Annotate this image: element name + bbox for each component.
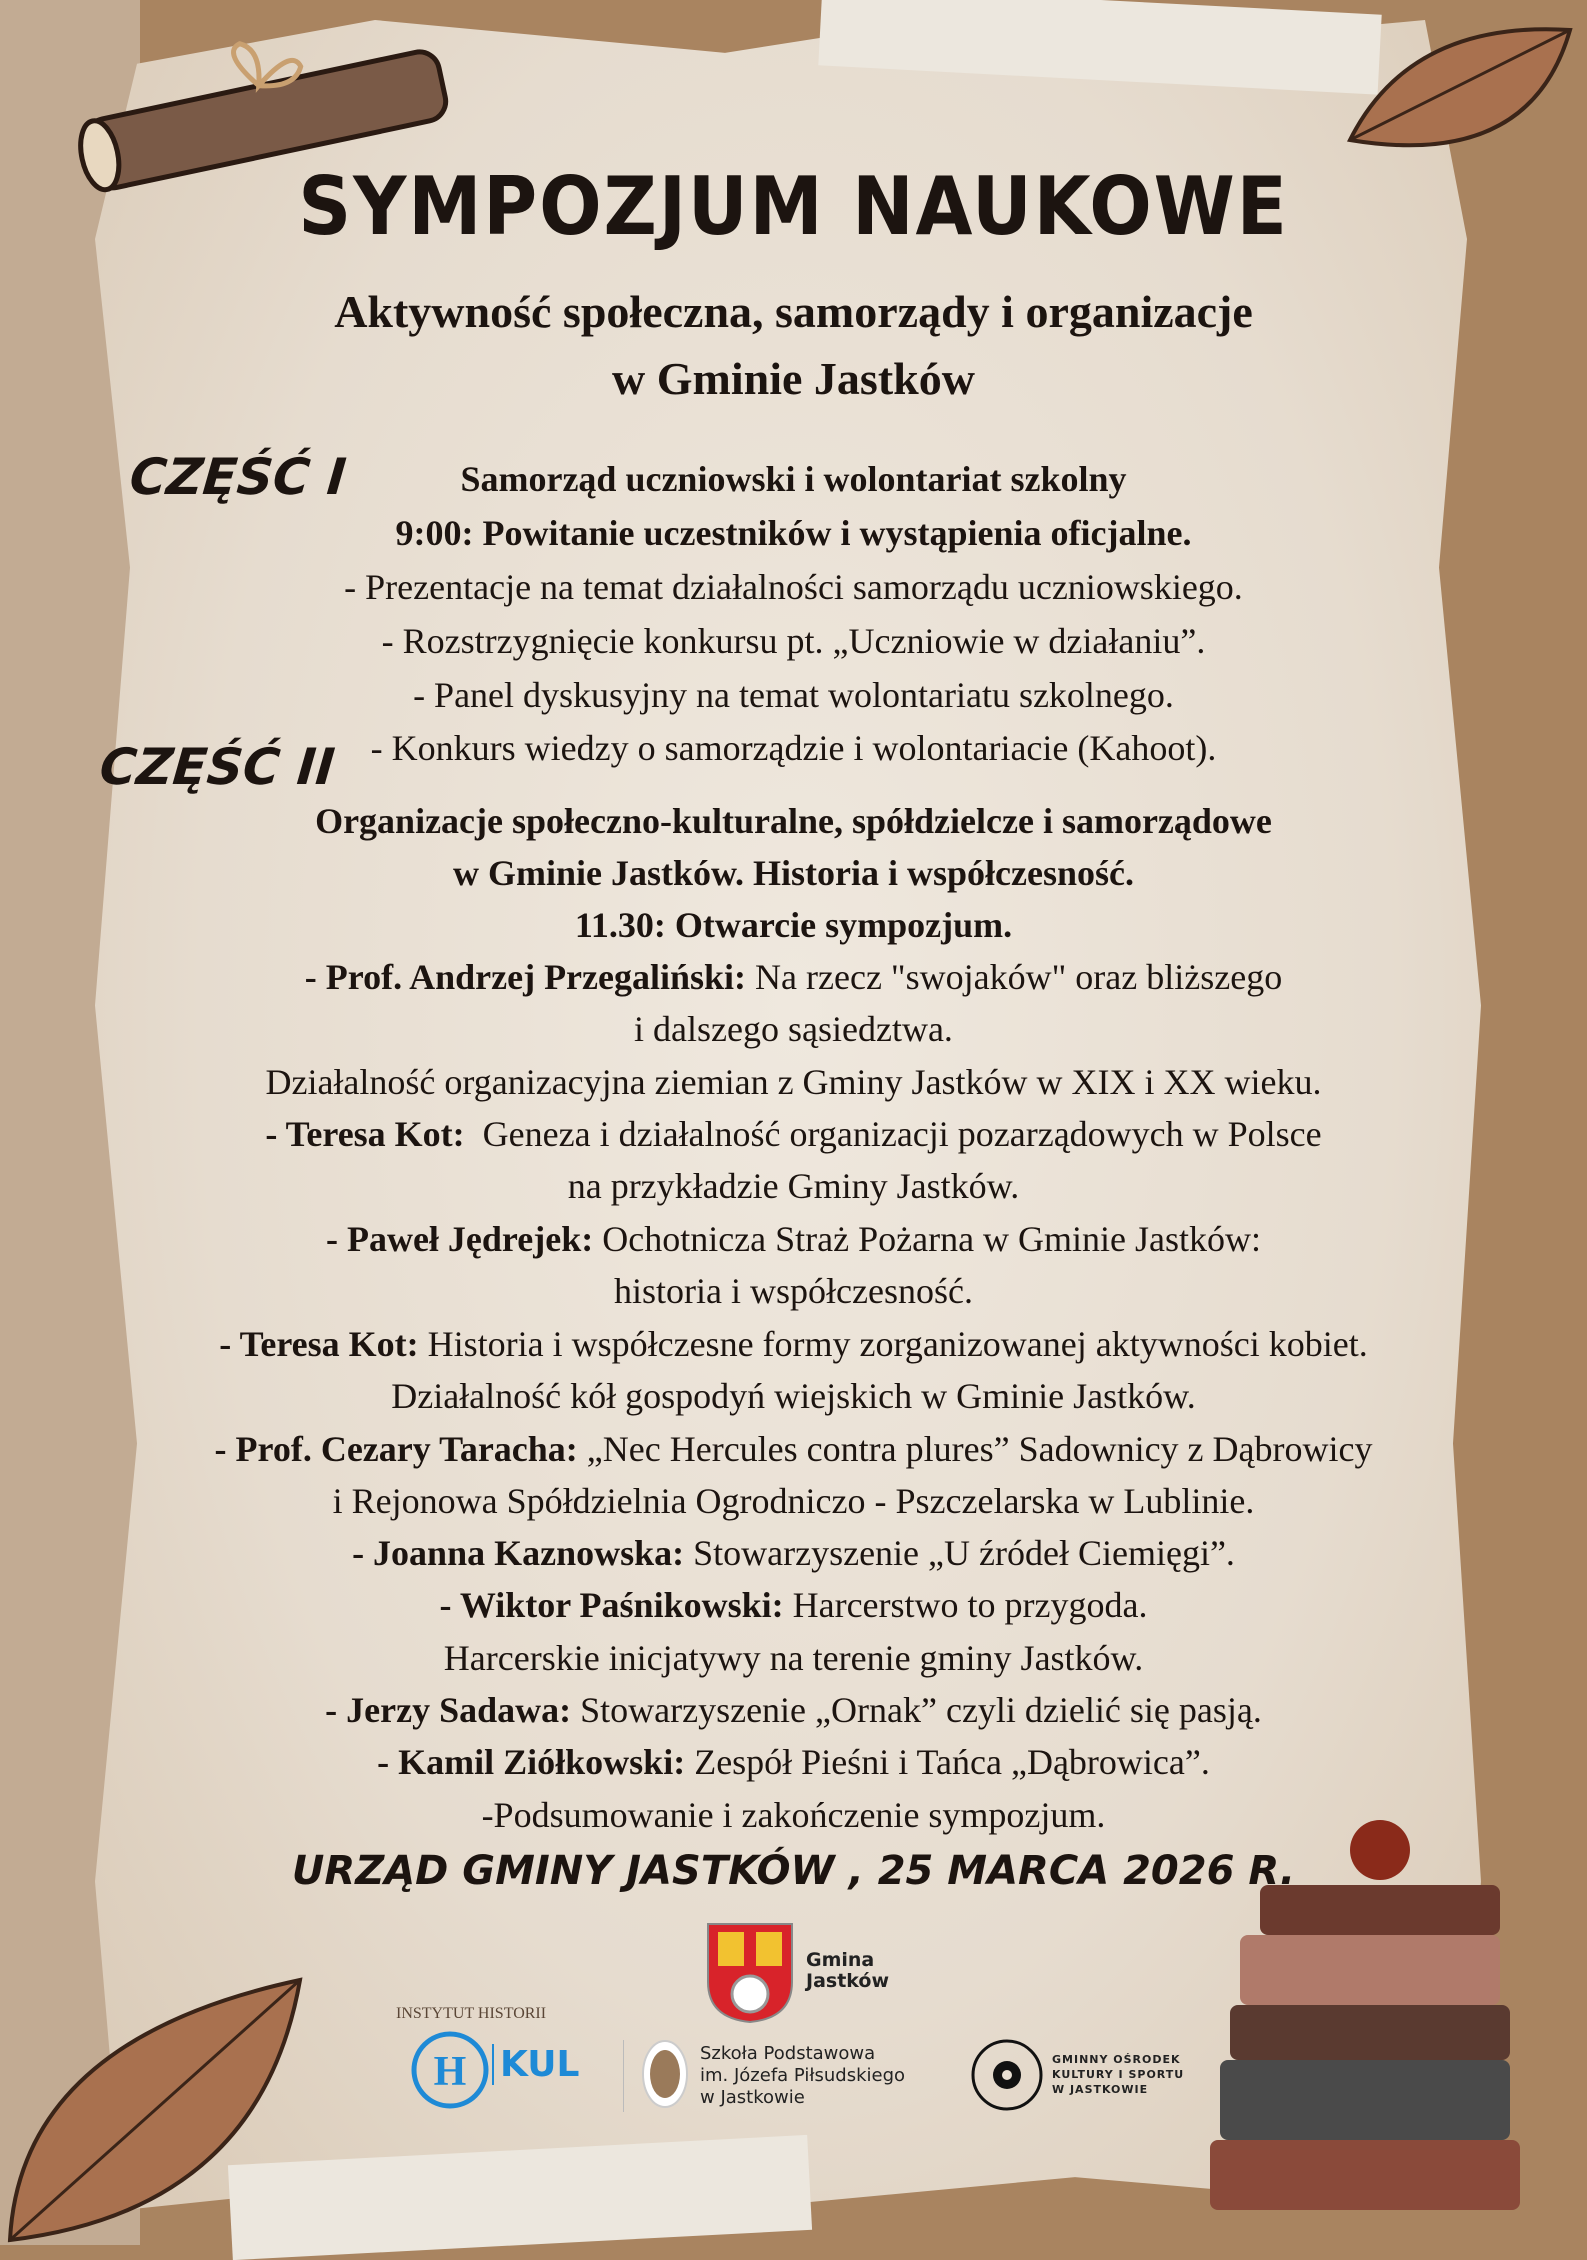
program-line-text: - Prezentacje na temat działalności samorządu uczniowskiego. [344, 567, 1243, 607]
program-line [0, 1113, 1587, 1155]
program-line-bold: w Gminie Jastków. Historia i współczesność. [453, 853, 1134, 893]
program-line-bold: - Jerzy Sadawa: [325, 1690, 572, 1730]
program-line-bold: - Teresa Kot: [265, 1114, 465, 1154]
part-1-label: CZĘŚĆ I [127, 448, 349, 506]
gmina-logo-line-1: Gmina [806, 1949, 875, 1971]
program-line [0, 1375, 1587, 1417]
program-line-bold: - Joanna Kaznowska: [352, 1533, 685, 1573]
program-line [0, 852, 1587, 894]
program-line [0, 1270, 1587, 1312]
program-line-bold: Organizacje społeczno-kulturalne, spółdzielcze i samorządowe [315, 801, 1272, 841]
program-line-text: Harcerskie inicjatywy na terenie gminy Jastków. [443, 1638, 1144, 1678]
school-logo-line-3: w Jastkowie [700, 2087, 805, 2108]
program-line-text: „Nec Hercules contra plures” Sadownicy z Dąbrowicy [577, 1429, 1373, 1469]
program-line-text: - Rozstrzygnięcie konkursu pt. „Uczniowie w działaniu”. [381, 621, 1206, 661]
program-line [0, 1532, 1587, 1574]
program-line [0, 1061, 1587, 1103]
kul-logo-text: KUL [492, 2044, 579, 2085]
program-line [0, 1794, 1587, 1836]
program-line-bold: - Prof. Cezary Taracha: [214, 1429, 578, 1469]
program-line-bold: - Wiktor Paśnikowski: [439, 1585, 784, 1625]
program-line-text: Stowarzyszenie „Ornak” czyli dzielić się pasją. [571, 1690, 1262, 1730]
program-line-bold: Samorząd uczniowski i wolontariat szkolny [460, 459, 1127, 499]
program-line-text: - Panel dyskusyjny na temat wolontariatu szkolnego. [413, 675, 1174, 715]
gok-logo-icon [970, 2038, 1044, 2112]
program-line [0, 1008, 1587, 1050]
event-place-date: URZĄD GMINY JASTKÓW , 25 MARCA 2026 R. [291, 1848, 1296, 1894]
program-line-bold: 11.30: Otwarcie sympozjum. [574, 905, 1013, 945]
school-portrait-logo-icon [640, 2038, 690, 2110]
program-line-bold: 9:00: Powitanie uczestników i wystąpienia oficjalne. [395, 513, 1192, 553]
program-line [0, 956, 1587, 998]
logo-divider [623, 2040, 624, 2112]
program-line-text: -Podsumowanie i zakończenie sympozjum. [481, 1795, 1106, 1835]
svg-text:H: H [433, 2049, 467, 2095]
program-line-text: historia i współczesność. [614, 1271, 973, 1311]
school-logo-text [700, 2043, 905, 2109]
subtitle-line-2: w Gminie Jastków [612, 353, 975, 404]
program-line [0, 1218, 1587, 1260]
page-title: SYMPOZJUM NAUKOWE [298, 160, 1289, 253]
kul-institute-label: INSTYTUT HISTORII [396, 2005, 547, 2022]
program-line-text: Harcerstwo to przygoda. [783, 1585, 1148, 1625]
program-line-text: Działalność organizacyjna ziemian z Gminy Jastków w XIX i XX wieku. [265, 1062, 1322, 1102]
program-line-text: Geneza i działalność organizacji pozarządowych w Polsce [464, 1114, 1322, 1154]
program-line-bold: - Kamil Ziółkowski: [377, 1742, 686, 1782]
program-line-text: na przykładzie Gminy Jastków. [567, 1166, 1020, 1206]
program-line [0, 800, 1587, 842]
gok-logo-line-2: KULTURY I SPORTU [1052, 2068, 1185, 2081]
program-line [0, 1741, 1587, 1783]
program-line-text: - Konkurs wiedzy o samorządzie i wolontariacie (Kahoot). [370, 728, 1217, 768]
program-line [0, 1323, 1587, 1365]
program-line [0, 566, 1587, 608]
school-logo-line-1: Szkoła Podstawowa [700, 2043, 876, 2064]
subtitle-line-1: Aktywność społeczna, samorządy i organizacje [334, 286, 1253, 337]
program-line [0, 1428, 1587, 1470]
gok-logo-line-1: GMINNY OŚRODEK [1052, 2053, 1181, 2066]
program-line [0, 620, 1587, 662]
program-line-bold: - Paweł Jędrejek: [325, 1219, 594, 1259]
part-2-label: CZĘŚĆ II [97, 738, 337, 796]
program-line [0, 512, 1587, 554]
program-line [0, 1637, 1587, 1679]
program-line-text: Stowarzyszenie „U źródeł Ciemięgi”. [684, 1533, 1235, 1573]
program-line-bold: - Prof. Andrzej Przegaliński: [304, 957, 747, 997]
program-line-text: Działalność kół gospodyń wiejskich w Gminie Jastków. [391, 1376, 1196, 1416]
program-line [0, 1689, 1587, 1731]
school-logo-line-2: im. Józefa Piłsudskiego [700, 2065, 906, 2086]
program-line-text: Zespół Pieśni i Tańca „Dąbrowica”. [685, 1742, 1210, 1782]
gmina-coat-of-arms-icon [706, 1922, 794, 2024]
program-line [0, 727, 1587, 769]
leaf-bottom-left-icon [0, 1960, 320, 2245]
program-line-text: i Rejonowa Spółdzielnia Ogrodniczo - Pszczelarska w Lublinie. [332, 1481, 1255, 1521]
gok-logo-text [1052, 2052, 1184, 2097]
gmina-logo-line-2: Jastków [806, 1970, 890, 1992]
gmina-logo-text [806, 1950, 889, 1992]
program-line [0, 458, 1587, 500]
program-line [0, 674, 1587, 716]
program-line [0, 1584, 1587, 1626]
kul-history-logo-icon [410, 2030, 490, 2110]
program-line [0, 1165, 1587, 1207]
gok-logo-line-3: W JASTKOWIE [1052, 2083, 1149, 2096]
program-line-text: Na rzecz "swojaków" oraz bliższego [746, 957, 1283, 997]
program-line-text: Ochotnicza Straż Pożarna w Gminie Jastków: [593, 1219, 1262, 1259]
program-line-text: Historia i współczesne formy zorganizowanej aktywności kobiet. [418, 1324, 1368, 1364]
program-line [0, 1480, 1587, 1522]
program-line-bold: - Teresa Kot: [219, 1324, 419, 1364]
program-line-text: i dalszego sąsiedztwa. [634, 1009, 953, 1049]
program-line [0, 904, 1587, 946]
